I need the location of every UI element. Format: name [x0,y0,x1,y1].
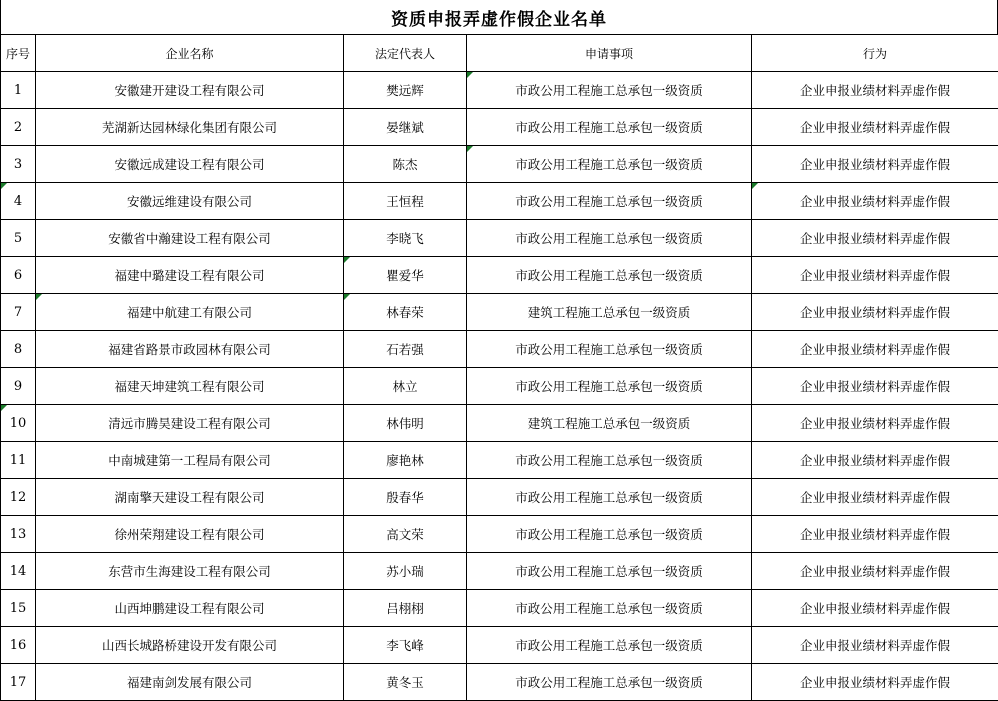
cell-company[interactable]: 安徽远成建设工程有限公司 [36,146,344,183]
cell-application[interactable]: 市政公用工程施工总承包一级资质 [467,627,752,664]
table-row [1,479,998,516]
cell-seq[interactable]: 8 [1,331,36,368]
cell-seq[interactable]: 1 [1,72,36,109]
cell-behavior[interactable]: 企业申报业绩材料弄虚作假 [752,72,998,109]
cell-company[interactable]: 福建中璐建设工程有限公司 [36,257,344,294]
cell-seq[interactable]: 5 [1,220,36,257]
cell-application[interactable]: 市政公用工程施工总承包一级资质 [467,331,752,368]
cell-legal-rep[interactable]: 晏继斌 [344,109,467,146]
cell-legal-rep[interactable]: 林立 [344,368,467,405]
cell-company[interactable]: 安徽建开建设工程有限公司 [36,72,344,109]
cell-application[interactable]: 市政公用工程施工总承包一级资质 [467,257,752,294]
table-row [1,257,998,294]
cell-behavior[interactable]: 企业申报业绩材料弄虚作假 [752,146,998,183]
cell-seq[interactable]: 2 [1,109,36,146]
table-row [1,183,998,220]
cell-application[interactable]: 建筑工程施工总承包一级资质 [467,405,752,442]
cell-seq[interactable]: 13 [1,516,36,553]
cell-seq[interactable]: 9 [1,368,36,405]
cell-application[interactable]: 市政公用工程施工总承包一级资质 [467,553,752,590]
cell-company[interactable]: 湖南擎天建设工程有限公司 [36,479,344,516]
cell-legal-rep[interactable]: 瞿爱华 [344,257,467,294]
cell-behavior[interactable]: 企业申报业绩材料弄虚作假 [752,109,998,146]
cell-application[interactable]: 市政公用工程施工总承包一级资质 [467,516,752,553]
cell-company[interactable]: 安徽省中瀚建设工程有限公司 [36,220,344,257]
table-row [1,590,998,627]
cell-seq[interactable]: 15 [1,590,36,627]
cell-application[interactable]: 市政公用工程施工总承包一级资质 [467,220,752,257]
cell-company[interactable]: 福建南剑发展有限公司 [36,664,344,701]
cell-legal-rep[interactable]: 高文荣 [344,516,467,553]
cell-behavior[interactable]: 企业申报业绩材料弄虚作假 [752,442,998,479]
cell-seq[interactable]: 4 [1,183,36,220]
header-behavior[interactable]: 行为 [752,35,998,72]
cell-behavior[interactable]: 企业申报业绩材料弄虚作假 [752,405,998,442]
cell-seq[interactable]: 7 [1,294,36,331]
cell-company[interactable]: 福建中航建工有限公司 [36,294,344,331]
cell-behavior[interactable]: 企业申报业绩材料弄虚作假 [752,664,998,701]
header-row [1,35,998,72]
header-company[interactable]: 企业名称 [36,35,344,72]
cell-legal-rep[interactable]: 黄冬玉 [344,664,467,701]
cell-legal-rep[interactable]: 王恒程 [344,183,467,220]
cell-application[interactable]: 市政公用工程施工总承包一级资质 [467,368,752,405]
header-legal-rep[interactable]: 法定代表人 [344,35,467,72]
cell-seq[interactable]: 3 [1,146,36,183]
table-row [1,220,998,257]
cell-seq[interactable]: 11 [1,442,36,479]
table-row [1,553,998,590]
cell-behavior[interactable]: 企业申报业绩材料弄虚作假 [752,590,998,627]
table-row [1,627,998,664]
cell-company[interactable]: 山西坤鹏建设工程有限公司 [36,590,344,627]
cell-application[interactable]: 市政公用工程施工总承包一级资质 [467,442,752,479]
cell-legal-rep[interactable]: 李晓飞 [344,220,467,257]
cell-behavior[interactable]: 企业申报业绩材料弄虚作假 [752,183,998,220]
cell-seq[interactable]: 14 [1,553,36,590]
cell-company[interactable]: 东营市生海建设工程有限公司 [36,553,344,590]
cell-company[interactable]: 福建省路景市政园林有限公司 [36,331,344,368]
cell-seq[interactable]: 6 [1,257,36,294]
table-row [1,368,998,405]
cell-behavior[interactable]: 企业申报业绩材料弄虚作假 [752,627,998,664]
cell-company[interactable]: 福建天坤建筑工程有限公司 [36,368,344,405]
company-table [0,34,998,701]
cell-behavior[interactable]: 企业申报业绩材料弄虚作假 [752,368,998,405]
cell-legal-rep[interactable]: 石若强 [344,331,467,368]
cell-application[interactable]: 市政公用工程施工总承包一级资质 [467,664,752,701]
cell-behavior[interactable]: 企业申报业绩材料弄虚作假 [752,220,998,257]
table-row [1,109,998,146]
cell-behavior[interactable]: 企业申报业绩材料弄虚作假 [752,479,998,516]
cell-application[interactable]: 市政公用工程施工总承包一级资质 [467,479,752,516]
table-row [1,664,998,701]
cell-behavior[interactable]: 企业申报业绩材料弄虚作假 [752,331,998,368]
table-row [1,516,998,553]
sheet-title: 资质申报弄虚作假企业名单 [0,0,998,34]
cell-seq[interactable]: 10 [1,405,36,442]
cell-application[interactable]: 市政公用工程施工总承包一级资质 [467,72,752,109]
cell-legal-rep[interactable]: 樊远辉 [344,72,467,109]
cell-behavior[interactable]: 企业申报业绩材料弄虚作假 [752,553,998,590]
table-row [1,294,998,331]
cell-company[interactable]: 中南城建第一工程局有限公司 [36,442,344,479]
cell-legal-rep[interactable]: 李飞峰 [344,627,467,664]
table-row [1,442,998,479]
cell-company[interactable]: 徐州荣翔建设工程有限公司 [36,516,344,553]
table-row [1,72,998,109]
cell-application[interactable]: 市政公用工程施工总承包一级资质 [467,109,752,146]
cell-application[interactable]: 市政公用工程施工总承包一级资质 [467,590,752,627]
cell-seq[interactable]: 12 [1,479,36,516]
cell-behavior[interactable]: 企业申报业绩材料弄虚作假 [752,257,998,294]
header-application[interactable]: 申请事项 [467,35,752,72]
cell-seq[interactable]: 16 [1,627,36,664]
cell-seq[interactable]: 17 [1,664,36,701]
cell-company[interactable]: 山西长城路桥建设开发有限公司 [36,627,344,664]
cell-application[interactable]: 建筑工程施工总承包一级资质 [467,294,752,331]
cell-behavior[interactable]: 企业申报业绩材料弄虚作假 [752,516,998,553]
table-row [1,405,998,442]
cell-legal-rep[interactable]: 廖艳林 [344,442,467,479]
cell-legal-rep[interactable]: 林伟明 [344,405,467,442]
cell-application[interactable]: 市政公用工程施工总承包一级资质 [467,183,752,220]
table-row [1,146,998,183]
cell-application[interactable]: 市政公用工程施工总承包一级资质 [467,146,752,183]
cell-legal-rep[interactable]: 吕栩栩 [344,590,467,627]
cell-legal-rep[interactable]: 陈杰 [344,146,467,183]
cell-company[interactable]: 芜湖新达园林绿化集团有限公司 [36,109,344,146]
cell-company[interactable]: 清远市腾昊建设工程有限公司 [36,405,344,442]
cell-legal-rep[interactable]: 殷春华 [344,479,467,516]
cell-legal-rep[interactable]: 林春荣 [344,294,467,331]
cell-company[interactable]: 安徽远维建设有限公司 [36,183,344,220]
table-row [1,331,998,368]
header-seq[interactable]: 序号 [1,35,36,72]
cell-legal-rep[interactable]: 苏小瑞 [344,553,467,590]
cell-behavior[interactable]: 企业申报业绩材料弄虚作假 [752,294,998,331]
